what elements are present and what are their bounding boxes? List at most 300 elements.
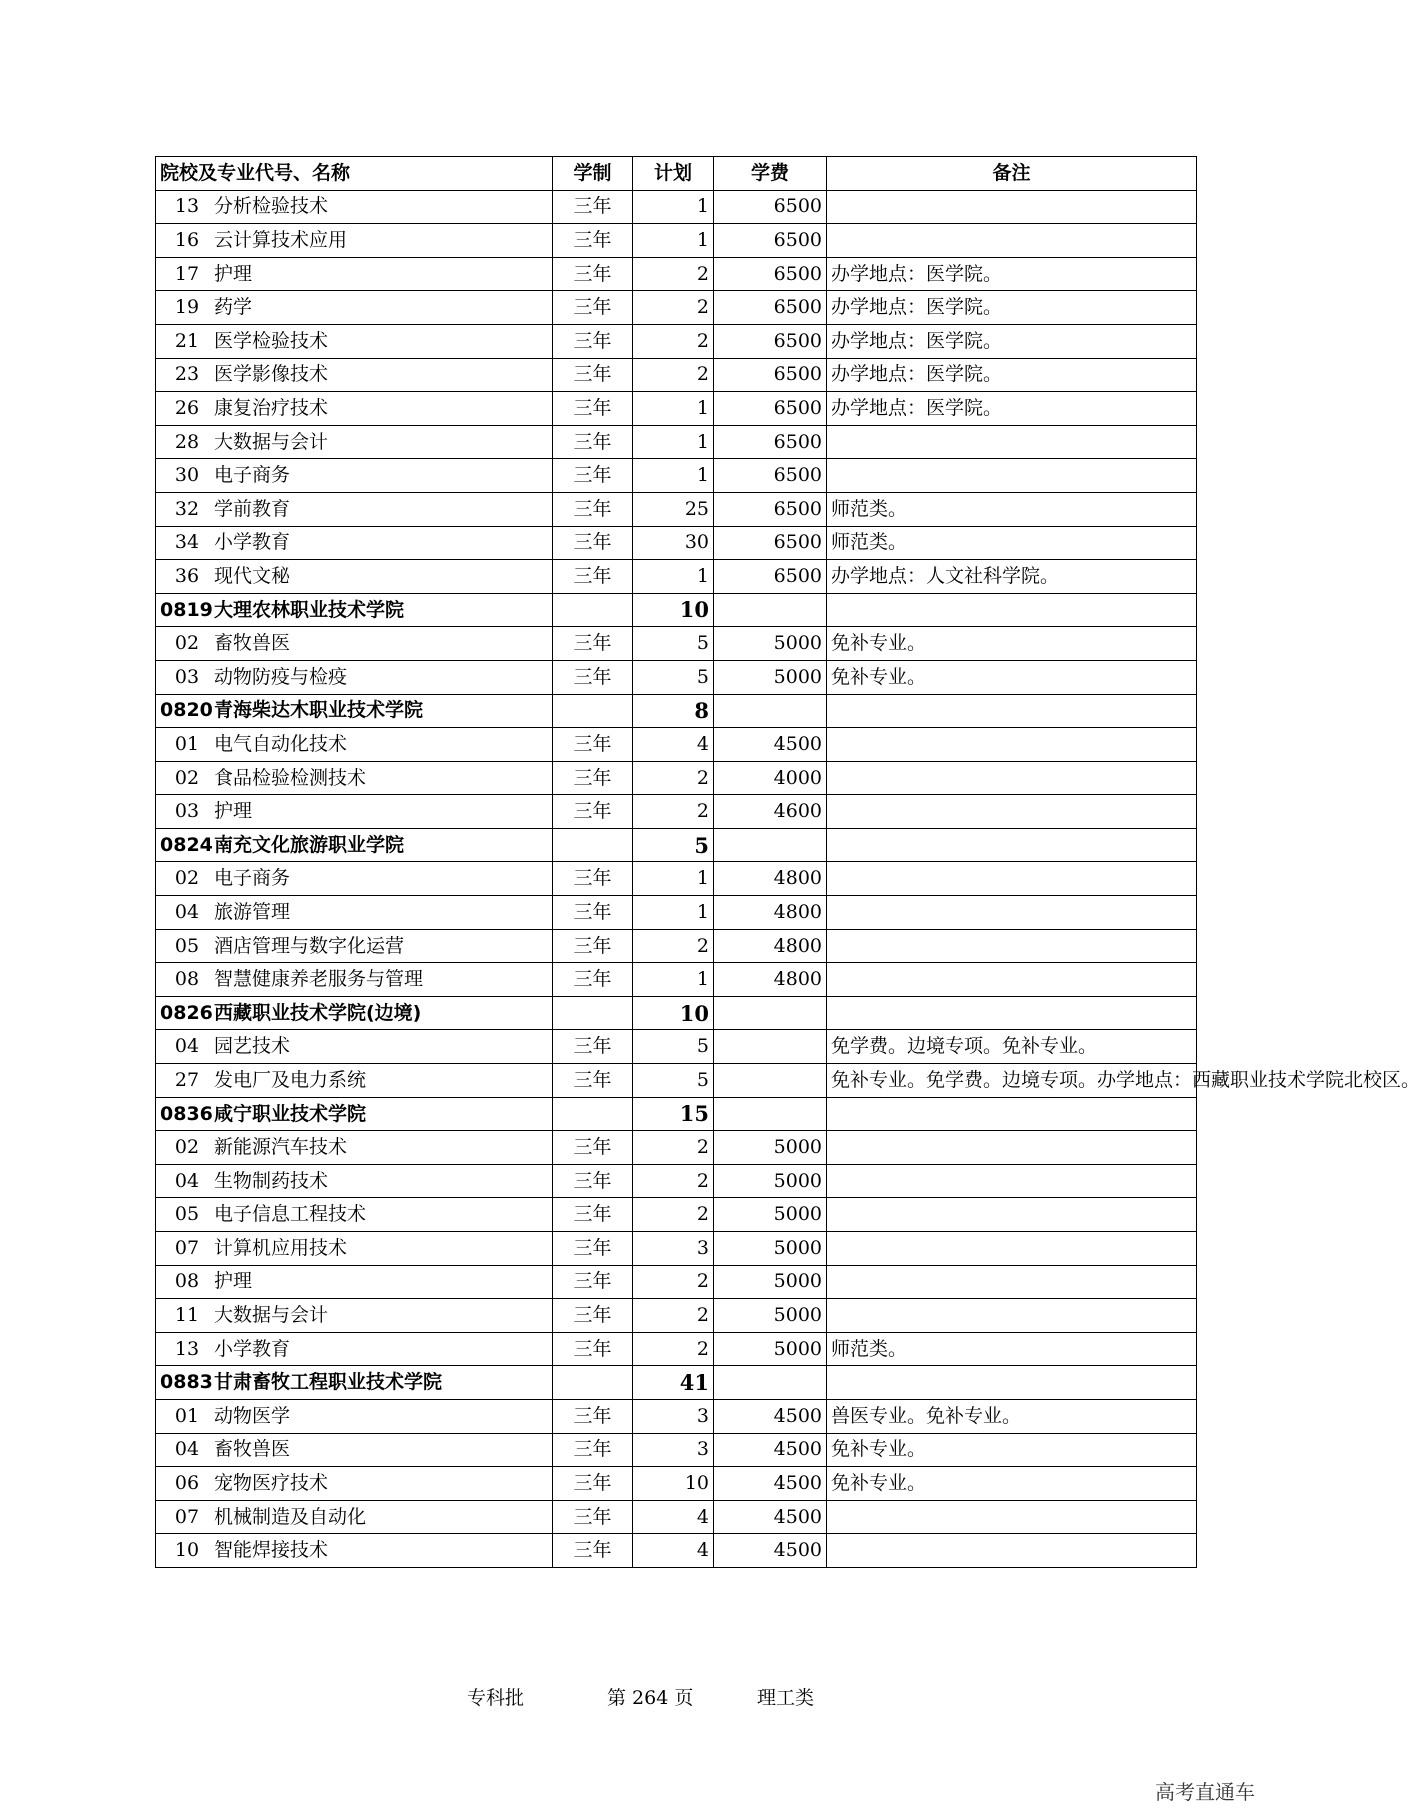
- school-plan-cell: 10: [633, 996, 714, 1030]
- major-name: 宠物医疗技术: [214, 1472, 329, 1495]
- major-code: 08: [174, 1270, 200, 1293]
- major-name-cell: [156, 1399, 553, 1433]
- major-row: [156, 526, 1197, 560]
- major-note-cell: [827, 795, 1197, 829]
- major-name: 电气自动化技术: [214, 732, 348, 755]
- major-name-cell: [156, 728, 553, 762]
- major-code: 04: [174, 1438, 200, 1461]
- major-name: 现代文秘: [214, 565, 291, 588]
- major-plan-cell: 1: [633, 560, 714, 594]
- major-code: 03: [174, 800, 200, 823]
- major-plan-cell: 1: [633, 896, 714, 930]
- major-name: 护理: [214, 800, 253, 823]
- school-years-cell: [553, 996, 633, 1030]
- major-code: 17: [174, 262, 200, 285]
- major-name: 医学影像技术: [214, 363, 329, 386]
- major-plan-cell: 2: [633, 795, 714, 829]
- major-fee-cell: 5000: [714, 1332, 827, 1366]
- major-note-cell: 师范类。: [827, 526, 1197, 560]
- major-row: [156, 1131, 1197, 1165]
- major-years-cell: 三年: [553, 1164, 633, 1198]
- major-name-cell: [156, 190, 553, 224]
- school-code: 0883: [160, 1371, 213, 1394]
- major-name: 分析检验技术: [214, 195, 329, 218]
- school-note-cell: [827, 694, 1197, 728]
- watermark: 高考直通车: [1155, 1780, 1255, 1804]
- major-name-cell: [156, 1164, 553, 1198]
- school-row: [156, 694, 1197, 728]
- major-note-cell: 免学费。边境专项。免补专业。: [827, 1030, 1197, 1064]
- major-plan-cell: 2: [633, 1332, 714, 1366]
- major-plan-cell: 1: [633, 190, 714, 224]
- major-years-cell: 三年: [553, 660, 633, 694]
- major-row: [156, 1500, 1197, 1534]
- major-row: [156, 1164, 1197, 1198]
- major-note-cell: 免补专业。: [827, 1433, 1197, 1467]
- major-row: [156, 761, 1197, 795]
- major-note-cell: [827, 1198, 1197, 1232]
- school-note-cell: [827, 828, 1197, 862]
- major-row: [156, 492, 1197, 526]
- major-years-cell: 三年: [553, 1265, 633, 1299]
- school-note-cell: [827, 1366, 1197, 1400]
- footer-page-number: 第 264 页: [607, 1687, 694, 1709]
- major-fee-cell: 6500: [714, 324, 827, 358]
- footer-batch: 专科批: [467, 1687, 525, 1709]
- admission-plan-table: [155, 156, 1420, 1568]
- major-name-cell: [156, 1030, 553, 1064]
- major-fee-cell: 4500: [714, 1500, 827, 1534]
- major-fee-cell: 6500: [714, 392, 827, 426]
- major-plan-cell: 30: [633, 526, 714, 560]
- major-years-cell: 三年: [553, 526, 633, 560]
- school-code: 0826: [160, 1001, 213, 1024]
- major-fee-cell: 5000: [714, 1232, 827, 1266]
- major-name: 新能源汽车技术: [214, 1136, 348, 1159]
- major-name: 学前教育: [214, 497, 291, 520]
- major-note-cell: 师范类。: [827, 1332, 1197, 1366]
- major-years-cell: 三年: [553, 1232, 633, 1266]
- school-row: [156, 1366, 1197, 1400]
- major-row: [156, 257, 1197, 291]
- major-plan-cell: 5: [633, 1030, 714, 1064]
- major-name: 药学: [214, 296, 253, 319]
- major-note-cell: [827, 1131, 1197, 1165]
- major-row: [156, 862, 1197, 896]
- school-plan-cell: 8: [633, 694, 714, 728]
- major-name: 动物医学: [214, 1404, 291, 1427]
- major-code: 13: [174, 1337, 200, 1360]
- major-plan-cell: 2: [633, 1299, 714, 1333]
- major-years-cell: 三年: [553, 560, 633, 594]
- major-fee-cell: 4800: [714, 896, 827, 930]
- major-row: [156, 728, 1197, 762]
- major-plan-cell: 2: [633, 1198, 714, 1232]
- header-fee: 学费: [714, 157, 827, 191]
- major-row: [156, 358, 1197, 392]
- major-code: 02: [174, 867, 200, 890]
- major-name: 智能焊接技术: [214, 1539, 329, 1562]
- major-name: 康复治疗技术: [214, 397, 329, 420]
- major-name: 畜牧兽医: [214, 1438, 291, 1461]
- major-years-cell: 三年: [553, 324, 633, 358]
- major-code: 30: [174, 464, 200, 487]
- table-body: [156, 190, 1420, 1567]
- major-fee-cell: 4500: [714, 1399, 827, 1433]
- school-name: 咸宁职业技术学院: [214, 1102, 367, 1125]
- school-fee-cell: [714, 1097, 827, 1131]
- major-plan-cell: 2: [633, 257, 714, 291]
- major-note-cell: [827, 190, 1197, 224]
- major-note-cell: [827, 896, 1197, 930]
- major-plan-cell: 2: [633, 358, 714, 392]
- major-note-cell: [827, 425, 1197, 459]
- major-fee-cell: 4800: [714, 862, 827, 896]
- major-row: [156, 795, 1197, 829]
- major-name: 动物防疫与检疫: [214, 665, 348, 688]
- major-name-cell: [156, 1534, 553, 1568]
- school-years-cell: [553, 593, 633, 627]
- major-name: 护理: [214, 1270, 253, 1293]
- major-plan-cell: 1: [633, 459, 714, 493]
- major-name: 园艺技术: [214, 1035, 291, 1058]
- major-name-cell: [156, 526, 553, 560]
- major-name-cell: [156, 1198, 553, 1232]
- major-fee-cell: 5000: [714, 1131, 827, 1165]
- major-plan-cell: 1: [633, 862, 714, 896]
- major-code: 03: [174, 665, 200, 688]
- major-code: 36: [174, 565, 200, 588]
- major-note-cell: 办学地点：医学院。: [827, 392, 1197, 426]
- major-row: [156, 627, 1197, 661]
- major-plan-cell: 25: [633, 492, 714, 526]
- major-note-cell: 免补专业。: [827, 660, 1197, 694]
- major-years-cell: 三年: [553, 1030, 633, 1064]
- major-fee-cell: 6500: [714, 291, 827, 325]
- major-row: [156, 896, 1197, 930]
- major-name-cell: [156, 358, 553, 392]
- major-name-cell: [156, 862, 553, 896]
- school-code: 0820: [160, 699, 213, 722]
- major-name: 计算机应用技术: [214, 1236, 348, 1259]
- school-row: [156, 593, 1197, 627]
- school-years-cell: [553, 694, 633, 728]
- major-name: 畜牧兽医: [214, 632, 291, 655]
- school-name-cell: [156, 828, 553, 862]
- major-plan-cell: 1: [633, 392, 714, 426]
- major-note-cell: [827, 929, 1197, 963]
- major-row: [156, 1064, 1197, 1098]
- major-fee-cell: 5000: [714, 1164, 827, 1198]
- major-row: [156, 1399, 1197, 1433]
- major-name-cell: [156, 224, 553, 258]
- major-name-cell: [156, 1467, 553, 1501]
- major-note-cell: 免补专业。: [827, 1467, 1197, 1501]
- major-fee-cell: 4500: [714, 1433, 827, 1467]
- major-row: [156, 660, 1197, 694]
- major-plan-cell: 2: [633, 324, 714, 358]
- major-years-cell: 三年: [553, 896, 633, 930]
- major-fee-cell: [714, 1030, 827, 1064]
- major-years-cell: 三年: [553, 1467, 633, 1501]
- major-fee-cell: 4500: [714, 728, 827, 762]
- major-plan-cell: 10: [633, 1467, 714, 1501]
- major-row: [156, 929, 1197, 963]
- school-row: [156, 996, 1197, 1030]
- major-code: 02: [174, 632, 200, 655]
- major-note-cell: [827, 1232, 1197, 1266]
- major-row: [156, 291, 1197, 325]
- school-name: 西藏职业技术学院(边境): [214, 1001, 422, 1024]
- major-name: 机械制造及自动化: [214, 1505, 367, 1528]
- major-code: 13: [174, 195, 200, 218]
- major-name-cell: [156, 1131, 553, 1165]
- major-code: 27: [174, 1068, 200, 1091]
- header-years: 学制: [553, 157, 633, 191]
- major-years-cell: 三年: [553, 291, 633, 325]
- major-code: 07: [174, 1505, 200, 1528]
- major-note-cell: [827, 1534, 1197, 1568]
- major-note-cell: 免补专业。免学费。边境专项。办学地点：西藏职业技术学院北校区。: [827, 1064, 1197, 1098]
- major-row: [156, 425, 1197, 459]
- major-fee-cell: 5000: [714, 627, 827, 661]
- major-code: 08: [174, 968, 200, 991]
- major-fee-cell: 6500: [714, 459, 827, 493]
- major-years-cell: 三年: [553, 1198, 633, 1232]
- major-name-cell: [156, 1332, 553, 1366]
- major-years-cell: 三年: [553, 795, 633, 829]
- major-years-cell: 三年: [553, 761, 633, 795]
- major-note-cell: [827, 963, 1197, 997]
- major-name-cell: [156, 660, 553, 694]
- school-name: 大理农林职业技术学院: [214, 598, 405, 621]
- major-code: 01: [174, 732, 200, 755]
- major-years-cell: 三年: [553, 1131, 633, 1165]
- school-row: [156, 1097, 1197, 1131]
- major-note-cell: [827, 224, 1197, 258]
- major-years-cell: 三年: [553, 862, 633, 896]
- major-plan-cell: 2: [633, 1265, 714, 1299]
- major-code: 21: [174, 329, 200, 352]
- major-code: 04: [174, 900, 200, 923]
- major-fee-cell: 4000: [714, 761, 827, 795]
- major-fee-cell: 4800: [714, 963, 827, 997]
- major-plan-cell: 4: [633, 1500, 714, 1534]
- school-name-cell: [156, 694, 553, 728]
- major-row: [156, 1534, 1197, 1568]
- school-name-cell: [156, 1097, 553, 1131]
- school-fee-cell: [714, 694, 827, 728]
- major-fee-cell: 6500: [714, 257, 827, 291]
- major-note-cell: 师范类。: [827, 492, 1197, 526]
- major-name-cell: [156, 1433, 553, 1467]
- major-years-cell: 三年: [553, 492, 633, 526]
- school-name: 南充文化旅游职业学院: [214, 833, 405, 856]
- school-code: 0836: [160, 1102, 213, 1125]
- footer-category: 理工类: [757, 1687, 815, 1709]
- major-name: 旅游管理: [214, 900, 291, 923]
- major-note-cell: 兽医专业。免补专业。: [827, 1399, 1197, 1433]
- major-name-cell: [156, 425, 553, 459]
- major-name: 电子商务: [214, 867, 291, 890]
- major-name-cell: [156, 291, 553, 325]
- major-note-cell: 办学地点：医学院。: [827, 257, 1197, 291]
- major-note-cell: 办学地点：医学院。: [827, 291, 1197, 325]
- major-fee-cell: 6500: [714, 425, 827, 459]
- school-plan-cell: 5: [633, 828, 714, 862]
- major-years-cell: 三年: [553, 728, 633, 762]
- major-name: 电子商务: [214, 464, 291, 487]
- major-years-cell: 三年: [553, 425, 633, 459]
- major-years-cell: 三年: [553, 1299, 633, 1333]
- table-header-row: [156, 157, 1197, 191]
- major-row: [156, 224, 1197, 258]
- school-name-cell: [156, 1366, 553, 1400]
- major-row: [156, 1265, 1197, 1299]
- major-code: 07: [174, 1236, 200, 1259]
- major-row: [156, 1467, 1197, 1501]
- major-note-cell: [827, 1500, 1197, 1534]
- major-name-cell: [156, 761, 553, 795]
- major-plan-cell: 1: [633, 963, 714, 997]
- major-row: [156, 1232, 1197, 1266]
- major-code: 34: [174, 531, 200, 554]
- major-fee-cell: 6500: [714, 358, 827, 392]
- major-name-cell: [156, 627, 553, 661]
- major-plan-cell: 1: [633, 224, 714, 258]
- major-name-cell: [156, 896, 553, 930]
- major-note-cell: [827, 1164, 1197, 1198]
- major-note-cell: [827, 862, 1197, 896]
- major-code: 10: [174, 1539, 200, 1562]
- major-name: 电子信息工程技术: [214, 1203, 367, 1226]
- major-fee-cell: 6500: [714, 190, 827, 224]
- major-row: [156, 324, 1197, 358]
- school-code: 0819: [160, 598, 213, 621]
- major-fee-cell: 4600: [714, 795, 827, 829]
- school-plan-cell: 10: [633, 593, 714, 627]
- major-note-cell: [827, 459, 1197, 493]
- major-note-cell: [827, 728, 1197, 762]
- school-fee-cell: [714, 593, 827, 627]
- major-row: [156, 459, 1197, 493]
- school-note-cell: [827, 593, 1197, 627]
- major-code: 32: [174, 497, 200, 520]
- major-years-cell: 三年: [553, 963, 633, 997]
- school-name-cell: [156, 996, 553, 1030]
- major-row: [156, 392, 1197, 426]
- major-name: 发电厂及电力系统: [214, 1068, 367, 1091]
- school-plan-cell: 41: [633, 1366, 714, 1400]
- school-name: 甘肃畜牧工程职业技术学院: [214, 1371, 443, 1394]
- major-years-cell: 三年: [553, 1332, 633, 1366]
- major-row: [156, 963, 1197, 997]
- school-fee-cell: [714, 996, 827, 1030]
- major-name-cell: [156, 560, 553, 594]
- major-name-cell: [156, 257, 553, 291]
- major-code: 28: [174, 430, 200, 453]
- major-code: 01: [174, 1404, 200, 1427]
- major-code: 04: [174, 1169, 200, 1192]
- major-years-cell: 三年: [553, 1064, 633, 1098]
- major-plan-cell: 1: [633, 425, 714, 459]
- major-note-cell: 办学地点：医学院。: [827, 324, 1197, 358]
- major-years-cell: 三年: [553, 459, 633, 493]
- major-fee-cell: 4500: [714, 1534, 827, 1568]
- header-note: 备注: [827, 157, 1197, 191]
- major-plan-cell: 2: [633, 291, 714, 325]
- major-note-cell: 办学地点：人文社科学院。: [827, 560, 1197, 594]
- major-name: 大数据与会计: [214, 1304, 329, 1327]
- major-years-cell: 三年: [553, 224, 633, 258]
- school-name: 青海柴达木职业技术学院: [214, 699, 424, 722]
- major-name: 医学检验技术: [214, 329, 329, 352]
- major-plan-cell: 3: [633, 1399, 714, 1433]
- major-name: 食品检验检测技术: [214, 766, 367, 789]
- major-code: 05: [174, 934, 200, 957]
- major-row: [156, 190, 1197, 224]
- major-name: 护理: [214, 262, 253, 285]
- major-code: 02: [174, 766, 200, 789]
- major-code: 11: [174, 1304, 200, 1327]
- major-plan-cell: 5: [633, 627, 714, 661]
- major-code: 05: [174, 1203, 200, 1226]
- major-name: 智慧健康养老服务与管理: [214, 968, 424, 991]
- header-plan: 计划: [633, 157, 714, 191]
- major-years-cell: 三年: [553, 929, 633, 963]
- major-years-cell: 三年: [553, 358, 633, 392]
- major-name-cell: [156, 392, 553, 426]
- major-plan-cell: 3: [633, 1433, 714, 1467]
- major-code: 23: [174, 363, 200, 386]
- major-fee-cell: [714, 1064, 827, 1098]
- major-fee-cell: 5000: [714, 1299, 827, 1333]
- major-fee-cell: 4500: [714, 1467, 827, 1501]
- major-name-cell: [156, 1500, 553, 1534]
- major-name-cell: [156, 929, 553, 963]
- major-note-cell: [827, 761, 1197, 795]
- major-name-cell: [156, 1299, 553, 1333]
- major-code: 06: [174, 1472, 200, 1495]
- major-plan-cell: 2: [633, 929, 714, 963]
- major-code: 16: [174, 229, 200, 252]
- major-plan-cell: 3: [633, 1232, 714, 1266]
- school-code: 0824: [160, 833, 213, 856]
- header-name: 院校及专业代号、名称: [156, 157, 553, 191]
- major-name: 生物制药技术: [214, 1169, 329, 1192]
- major-years-cell: 三年: [553, 1500, 633, 1534]
- major-name-cell: [156, 492, 553, 526]
- major-name: 云计算技术应用: [214, 229, 348, 252]
- major-name-cell: [156, 1265, 553, 1299]
- school-note-cell: [827, 1097, 1197, 1131]
- major-years-cell: 三年: [553, 190, 633, 224]
- major-plan-cell: 4: [633, 728, 714, 762]
- school-years-cell: [553, 1097, 633, 1131]
- major-note-cell: [827, 1265, 1197, 1299]
- major-fee-cell: 6500: [714, 492, 827, 526]
- major-name-cell: [156, 324, 553, 358]
- major-fee-cell: 5000: [714, 660, 827, 694]
- school-plan-cell: 15: [633, 1097, 714, 1131]
- school-name-cell: [156, 593, 553, 627]
- school-row: [156, 828, 1197, 862]
- major-code: 26: [174, 397, 200, 420]
- major-row: [156, 1030, 1197, 1064]
- school-years-cell: [553, 1366, 633, 1400]
- school-years-cell: [553, 828, 633, 862]
- major-row: [156, 1332, 1197, 1366]
